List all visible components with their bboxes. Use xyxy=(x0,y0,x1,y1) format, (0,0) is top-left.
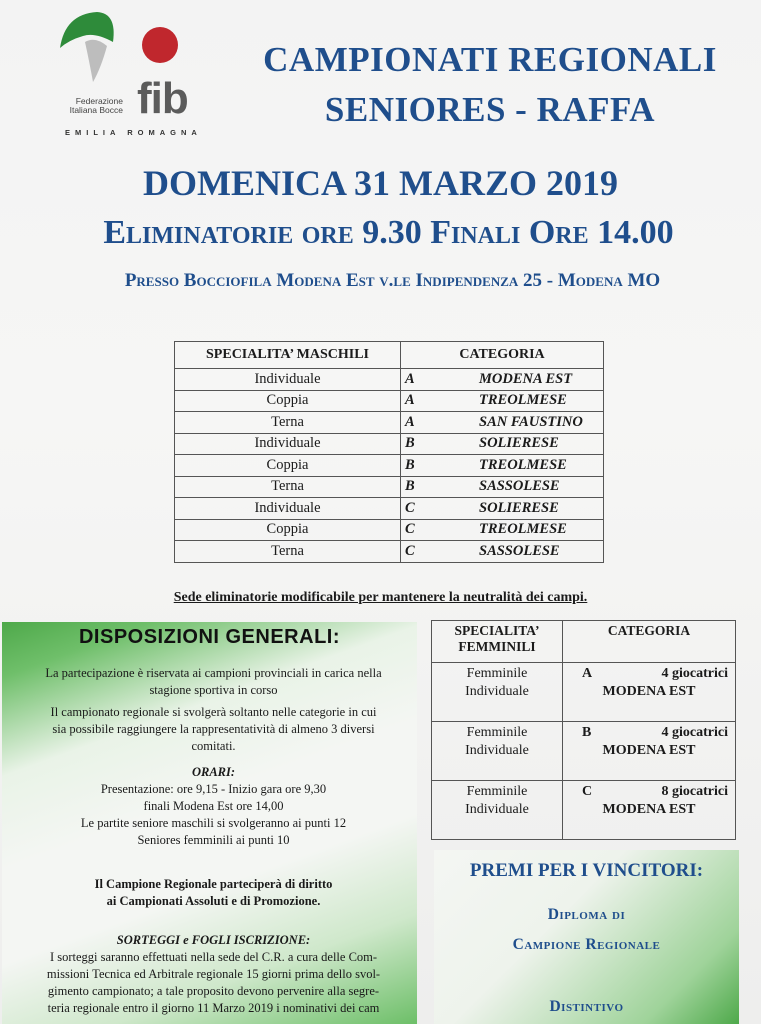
logo-red-ball xyxy=(142,27,178,63)
text-line: teria regionale entro il giorno 11 Marzo 2019 i nominativi dei cam xyxy=(47,1001,380,1015)
prize-line1: Diploma di xyxy=(547,906,626,923)
cell-cat: C xyxy=(401,498,420,520)
cell-spec: Coppia xyxy=(175,390,401,412)
text-line: Il campionato regionale si svolgerà soltanto nelle categorie in cui xyxy=(50,705,377,719)
spec-line: Individuale xyxy=(465,743,529,758)
cell-spec: Terna xyxy=(175,541,401,563)
event-times: Eliminatorie ore 9.30 Finali Ore 14.00 xyxy=(103,214,674,251)
text-line: Il Campione Regionale parteciperà di diritto xyxy=(94,877,333,891)
cell-cat: C xyxy=(401,541,420,563)
table-row xyxy=(175,455,604,477)
cell-club: TREOLMESE xyxy=(419,390,604,412)
cell-club: MODENA EST xyxy=(419,369,604,391)
player-count: 4 giocatrici xyxy=(661,666,728,681)
cell-spec: Individuale xyxy=(175,498,401,520)
text-line: stagione sportiva in corso xyxy=(149,683,278,697)
male-categories-table xyxy=(174,341,604,563)
header-line: SPECIALITA’ xyxy=(454,623,540,638)
cell-club: SASSOLESE xyxy=(419,476,604,498)
title-line2: SENIORES - RAFFA xyxy=(324,90,656,129)
cell-spec: Terna xyxy=(175,476,401,498)
prize-line3: Distintivo xyxy=(549,998,624,1015)
table-header-row xyxy=(432,621,736,663)
table-row xyxy=(175,498,604,520)
spec-line: Individuale xyxy=(465,802,529,817)
cat-letter: A xyxy=(582,666,593,681)
table-row xyxy=(175,541,604,563)
cat-letter: B xyxy=(582,725,592,740)
cell-spec: Terna xyxy=(175,412,401,434)
cell-club: MODENA EST xyxy=(602,802,696,817)
title-line1: CAMPIONATI REGIONALI xyxy=(263,40,717,79)
cell-cat: A xyxy=(401,369,420,391)
cell-cat: A xyxy=(401,412,420,434)
text-line: gimento campionato; a tale proposito devono pervenire alla segre- xyxy=(47,984,380,998)
table-row xyxy=(175,476,604,498)
sorteggi-section xyxy=(16,932,411,1017)
general-heading: DISPOSIZIONI GENERALI: xyxy=(78,626,341,648)
table-row xyxy=(175,412,604,434)
col-header-specialita-femminili xyxy=(432,621,563,663)
cell-cat: B xyxy=(401,455,420,477)
cell-club: TREOLMESE xyxy=(419,519,604,541)
cell-spec: Coppia xyxy=(175,455,401,477)
cell-club: SOLIERESE xyxy=(419,433,604,455)
orari-section xyxy=(16,764,411,849)
player-count: 4 giocatrici xyxy=(661,725,728,740)
cell-categoria xyxy=(563,781,736,840)
text-line: I sorteggi saranno effettuati nella sede del C.R. a cura delle Com- xyxy=(49,950,378,964)
cell-club: MODENA EST xyxy=(602,684,696,699)
text-line: Seniores femminili ai punti 10 xyxy=(137,833,290,847)
table-row xyxy=(432,781,736,840)
text-line: comitati. xyxy=(191,739,236,753)
general-provisions-box xyxy=(2,622,417,1024)
cell-cat: B xyxy=(401,476,420,498)
text-line: missioni Tecnica ed Arbitrale regionale 15 giorni prima dello svol- xyxy=(46,967,381,981)
participation-paragraph xyxy=(16,665,411,699)
text-line: finali Modena Est ore 14,00 xyxy=(143,799,284,813)
cell-spec xyxy=(432,781,563,840)
spec-line: Femminile xyxy=(466,725,528,740)
cell-club: SASSOLESE xyxy=(419,541,604,563)
logo-federation-text xyxy=(65,97,123,115)
table-row xyxy=(175,519,604,541)
spec-line: Femminile xyxy=(466,666,528,681)
logo-fed-line1: Federazione xyxy=(75,96,123,106)
player-count: 8 giocatrici xyxy=(661,784,728,799)
col-header-specialita: SPECIALITA’ MASCHILI xyxy=(175,342,401,369)
logo-fed-line2: Italiana Bocce xyxy=(69,105,123,115)
venue-note: Sede eliminatorie modificabile per mantenere la neutralità dei campi. xyxy=(173,590,588,605)
event-place: Presso Bocciofila Modena Est v.le Indipendenza 25 - Modena MO xyxy=(124,270,661,291)
table-row xyxy=(432,663,736,722)
cell-spec: Individuale xyxy=(175,433,401,455)
text-line: Le partite seniore maschili si svolgeranno ai punti 12 xyxy=(80,816,347,830)
logo-region: EMILIA ROMAGNA xyxy=(65,128,202,137)
logo-grey-shape xyxy=(85,40,107,82)
prizes-box xyxy=(434,850,739,1024)
cell-spec xyxy=(432,663,563,722)
cell-categoria xyxy=(563,663,736,722)
female-categories-table xyxy=(431,620,736,840)
col-header-categoria: CATEGORIA xyxy=(401,342,604,369)
logo-brand: fib xyxy=(137,74,188,123)
col-header-categoria: CATEGORIA xyxy=(563,621,736,663)
event-date: DOMENICA 31 MARZO 2019 xyxy=(143,163,618,203)
text-line: Presentazione: ore 9,15 - Inizio gara ore 9,30 xyxy=(100,782,327,796)
table-row xyxy=(175,390,604,412)
orari-heading: ORARI: xyxy=(191,765,236,779)
sorteggi-heading: SORTEGGI e FOGLI ISCRIZIONE: xyxy=(116,933,311,947)
table-row xyxy=(432,722,736,781)
table-row xyxy=(175,369,604,391)
cell-spec: Individuale xyxy=(175,369,401,391)
cell-cat: A xyxy=(401,390,420,412)
table-header-row xyxy=(175,342,604,369)
cat-letter: C xyxy=(582,784,593,799)
cell-cat: C xyxy=(401,519,420,541)
text-line: ai Campionati Assoluti e di Promozione. xyxy=(106,894,321,908)
cell-club: MODENA EST xyxy=(602,743,696,758)
cell-club: SAN FAUSTINO xyxy=(419,412,604,434)
cell-categoria xyxy=(563,722,736,781)
spec-line: Individuale xyxy=(465,684,529,699)
prizes-heading: PREMI PER I VINCITORI: xyxy=(469,860,704,881)
text-line: sia possibile raggiungere la rappresentatività di almeno 3 diversi xyxy=(52,722,375,736)
cell-spec xyxy=(432,722,563,781)
regional-paragraph xyxy=(16,704,411,755)
cell-club: TREOLMESE xyxy=(419,455,604,477)
spec-line: Femminile xyxy=(466,784,528,799)
fib-logo xyxy=(55,12,230,140)
campione-section xyxy=(16,876,411,910)
table-row xyxy=(175,433,604,455)
header-line: FEMMINILI xyxy=(458,639,536,654)
cell-club: SOLIERESE xyxy=(419,498,604,520)
text-line: La partecipazione è riservata ai campioni provinciali in carica nella xyxy=(45,666,382,680)
cell-spec: Coppia xyxy=(175,519,401,541)
prize-line2: Campione Regionale xyxy=(512,936,661,953)
cell-cat: B xyxy=(401,433,420,455)
